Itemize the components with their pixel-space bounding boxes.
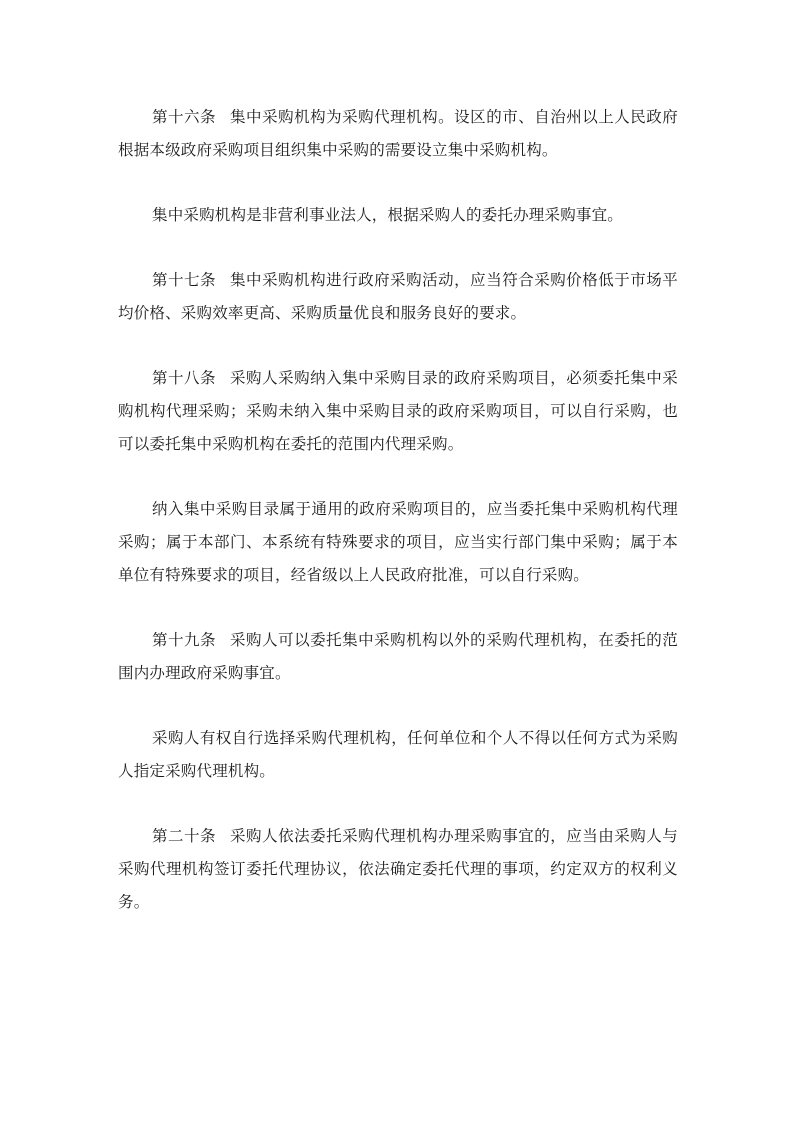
article-number: 第十八条 <box>152 369 217 387</box>
paragraph-text: 采购人可以委托集中采购机构以外的采购代理机构，在委托的范围内办理政府采购事宜。 <box>118 631 678 682</box>
paragraph-text: 集中采购机构进行政府采购活动，应当符合采购价格低于市场平均价格、采购效率更高、采购质量优良和服务良好的要求。 <box>118 271 678 322</box>
paragraph-text: 集中采购机构是非营利事业法人，根据采购人的委托办理采购事宜。 <box>152 206 624 224</box>
article-19-paragraph <box>118 624 678 690</box>
article-17-paragraph <box>118 264 678 330</box>
article-19-continuation <box>118 722 678 788</box>
paragraph-text: 集中采购机构为采购代理机构。设区的市、自治州以上人民政府根据本级政府采购项目组织集中采购的需要设立集中采购机构。 <box>118 108 678 159</box>
article-20-paragraph <box>118 820 678 919</box>
document-body <box>118 101 678 919</box>
paragraph-text: 采购人依法委托采购代理机构办理采购事宜的，应当由采购人与采购代理机构签订委托代理协议，依法确定委托代理的事项，约定双方的权利义务。 <box>118 827 678 911</box>
article-number: 第十九条 <box>152 631 217 649</box>
paragraph-text: 纳入集中采购目录属于通用的政府采购项目的，应当委托集中采购机构代理采购；属于本部门、本系统有特殊要求的项目，应当实行部门集中采购；属于本单位有特殊要求的项目，经省级以上人民政府批准，可以自行采购。 <box>118 500 678 584</box>
paragraph-text: 采购人有权自行选择采购代理机构，任何单位和个人不得以任何方式为采购人指定采购代理机构。 <box>118 729 678 780</box>
article-18-continuation <box>118 493 678 592</box>
paragraph-text: 采购人采购纳入集中采购目录的政府采购项目，必须委托集中采购机构代理采购；采购未纳入集中采购目录的政府采购项目，可以自行采购，也可以委托集中采购机构在委托的范围内代理采购。 <box>118 369 678 453</box>
article-16-continuation <box>118 199 678 232</box>
article-number: 第二十条 <box>152 827 217 845</box>
article-18-paragraph <box>118 362 678 461</box>
article-number: 第十六条 <box>152 108 217 126</box>
article-16-paragraph <box>118 101 678 167</box>
article-number: 第十七条 <box>152 271 217 289</box>
